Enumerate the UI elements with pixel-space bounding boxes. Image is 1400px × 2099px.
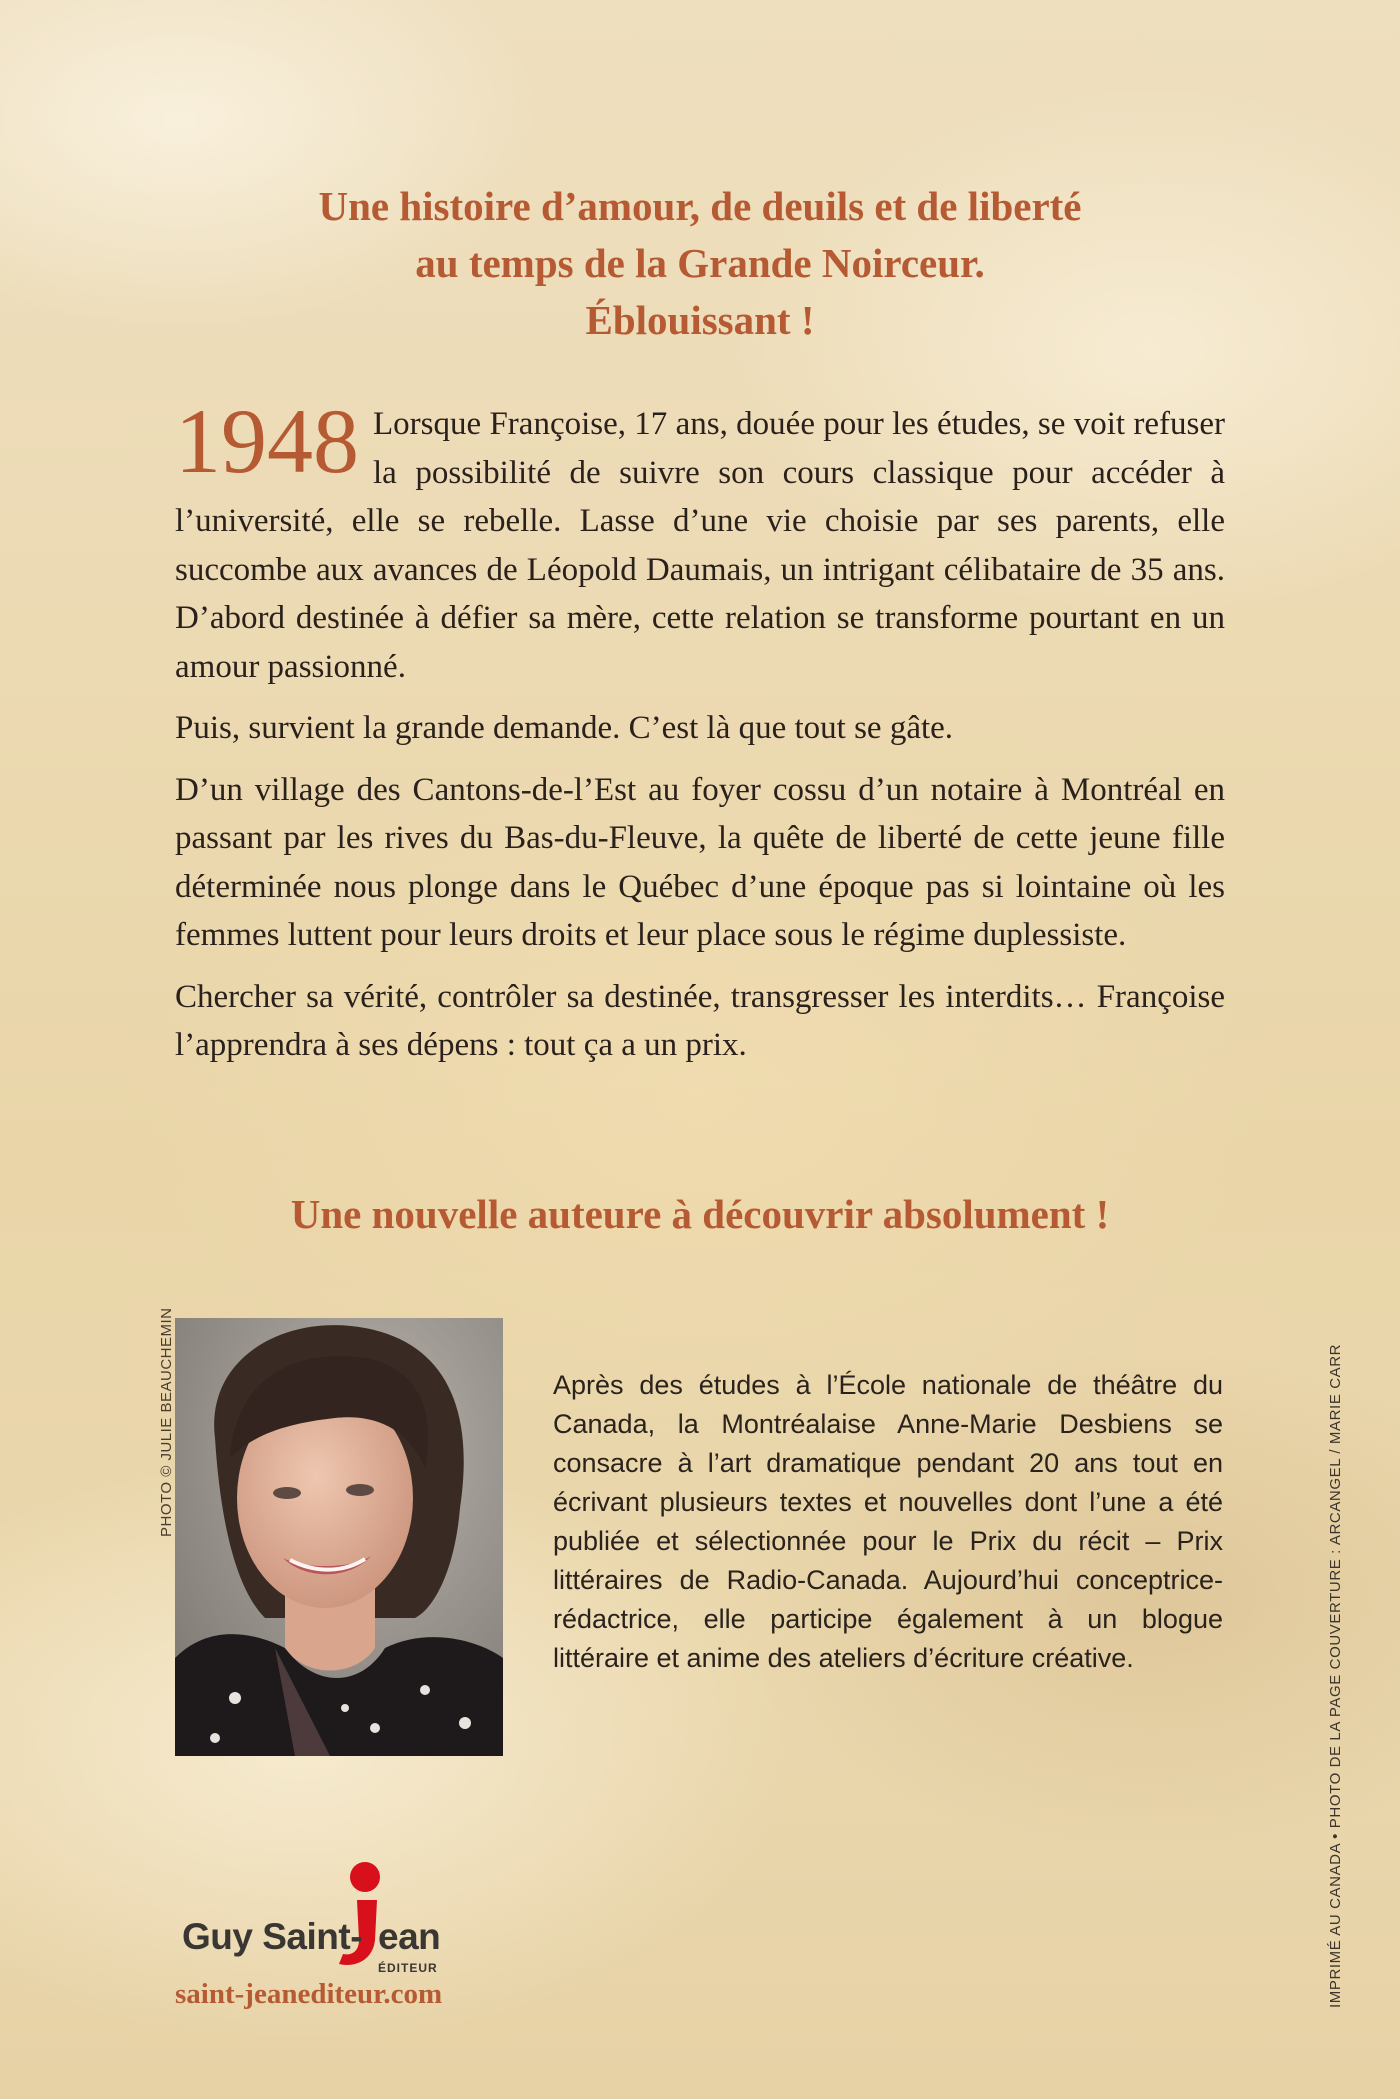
logo-prefix: Guy Saint-: [182, 1916, 363, 1957]
author-bio: Après des études à l’École nationale de théâtre du Canada, la Montréalaise Anne-Marie Desbiens se consacre à l’art dramatique pendant 20 ans tout en écrivant plusieurs textes et nouvelles dont l’une a été publiée et sélectionnée pour le Prix du récit – Prix littéraires de Radio-Canada. Aujourd’hui conceptrice-rédactrice, elle participe également à un blogue littéraire et anime des ateliers d’écriture créative.: [553, 1370, 1223, 1673]
logo-editeur: ÉDITEUR: [378, 1961, 438, 1975]
summary-paragraph-1: [175, 390, 1225, 691]
author-portrait-illustration: [175, 1318, 503, 1756]
tagline-line-2: au temps de la Grande Noirceur.: [415, 240, 985, 286]
summary-paragraph-3: D’un village des Cantons-de-l’Est au foyer cossu d’un notaire à Montréal en passant par les rives du Bas-du-Fleuve, la quête de liberté de cette jeune fille déterminée nous plonge dans le Québec d’une époque pas si lointaine où les femmes luttent pour leurs droits et leur place sous le régime duplessiste.: [175, 771, 1225, 953]
logo-wordmark: [182, 1916, 440, 1958]
tagline-line-3: Éblouissant !: [585, 297, 815, 343]
summary-paragraph-1-text: Lorsque Françoise, 17 ans, douée pour les études, se voit refuser la possibilité de suivre son cours classique pour accéder à l’université, elle se rebelle. Lasse d’une vie choisie par ses parents, elle succombe aux avances de Léopold Daumais, un intrigant célibataire de 35 ans. D’abord destinée à défier sa mère, cette relation se transforme pourtant en un amour passionné.: [175, 406, 1225, 685]
summary-paragraph-4: Chercher sa vérité, contrôler sa destinée, transgresser les interdits… Françoise l’apprendra à ses dépens : tout ça a un prix.: [175, 978, 1225, 1063]
tagline: [175, 178, 1225, 349]
year-drop-cap: 1948: [175, 390, 359, 492]
publisher-logo: [182, 1860, 472, 1975]
print-credit: IMPRIMÉ AU CANADA • PHOTO DE LA PAGE COUVERTURE : ARCANGEL / MARIE CARR: [1327, 1343, 1344, 2008]
photo-credit: PHOTO © JULIE BEAUCHEMIN: [158, 1307, 175, 1537]
author-photo: [175, 1318, 503, 1756]
closing-tagline: Une nouvelle auteure à découvrir absolument !: [290, 1191, 1110, 1237]
tagline-line-1: Une histoire d’amour, de deuils et de liberté: [318, 183, 1082, 229]
summary-text: [175, 390, 1225, 1083]
summary-paragraph-2: Puis, survient la grande demande. C’est là que tout se gâte.: [175, 710, 954, 746]
publisher-website-link[interactable]: saint-jeanediteur.com: [175, 1978, 443, 2010]
logo-suffix: ean: [378, 1916, 441, 1957]
